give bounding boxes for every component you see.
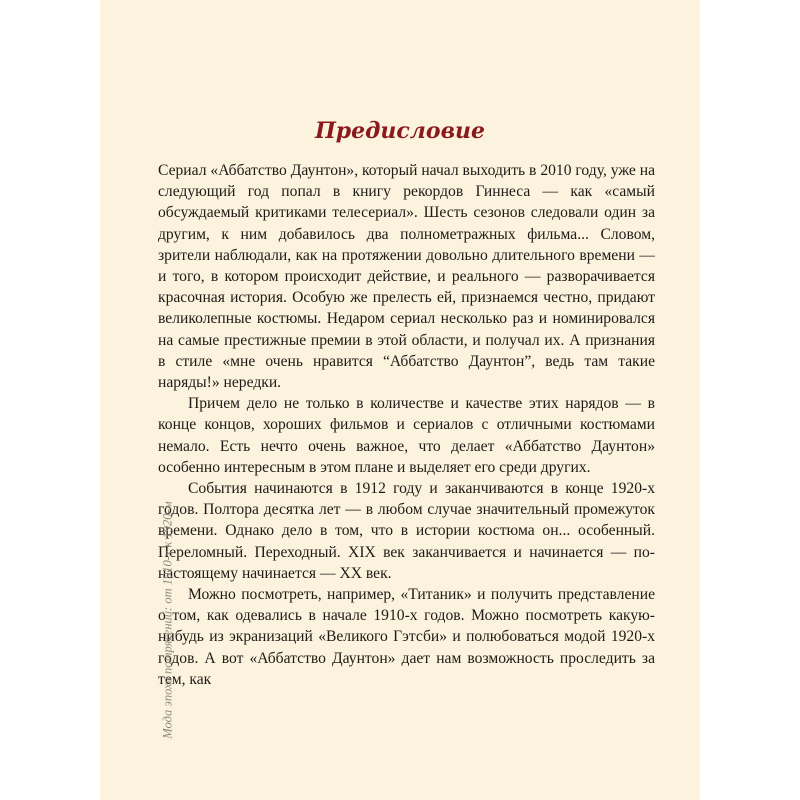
body-text <box>158 160 655 690</box>
paragraph-4: Можно посмотреть, например, «Титаник» и получить представление о том, как одевались в начале 1910-х годов. Можно посмотреть какую-нибудь из экранизаций «Великого Гэтсби» и полюбоваться модой 1920-х годов. А вот «Аббатство Даунтон» дает нам возможность проследить за тем, как <box>158 586 655 688</box>
page-title: Предисловие <box>314 118 486 144</box>
paragraph-3: События начинаются в 1912 году и заканчиваются в конце 1920-х годов. Полтора десятка лет — в любом случае значительный промежуток времени. Однако дело в том, что в истории костюма он... особенный. Переломный. Переходный. XIX век заканчивается и начинается — по-настоящему начинается — XX век. <box>158 480 655 582</box>
running-head-text: Мода эпохи потрясений: от 1910-х к 1920-м <box>160 501 175 739</box>
paragraph-2: Причем дело не только в количестве и качестве этих нарядов — в конце концов, хороших фильмов и сериалов с отличными костюмами немало. Есть нечто очень важное, что делает «Аббатство Даунтон» особенно интересным в этом плане и выделяет его среди других. <box>158 395 655 476</box>
book-page <box>100 0 700 800</box>
paragraph-1: Сериал «Аббатство Даунтон», который начал выходить в 2010 году, уже на следующий год попал в книгу рекордов Гиннеса — как «самый обсуждаемый критиками телесериал». Шесть сезонов следовали один за другим, к ним добавилось два полнометражных фильма... Словом, зрители наблюдали, как на протяжении довольно длительного времени — и того, в котором происходит действие, и реального — разворачивается красочная история. Особую же прелесть ей, признаемся честно, придают великолепные костюмы. Недаром сериал несколько раз и номинировался на самые престижные премии в этой области, и получал их. А признания в стиле «мне очень нравится “Аббатство Даунтон”, ведь там такие наряды!» нередки. <box>158 162 655 392</box>
